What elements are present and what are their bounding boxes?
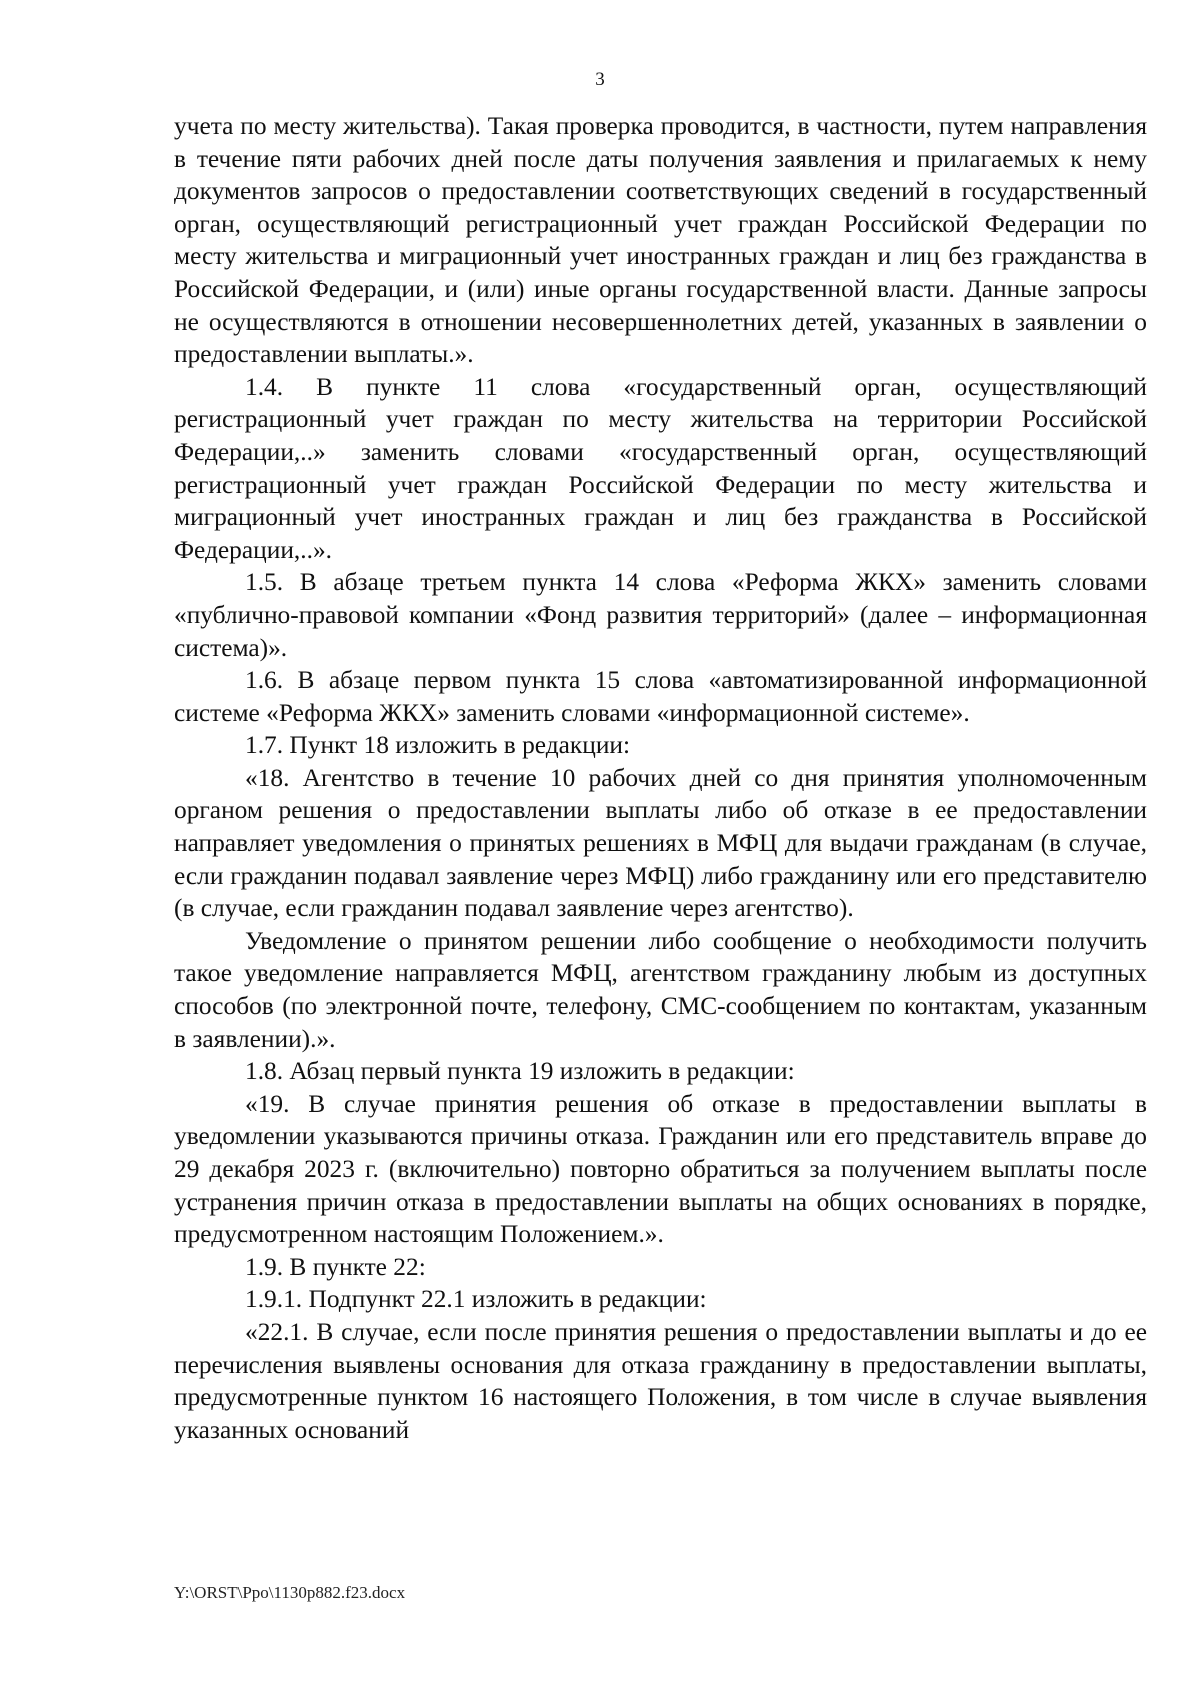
- footer-file-path: Y:\ORST\Ppo\1130p882.f23.docx: [174, 1583, 406, 1602]
- paragraph-1-9-1: 1.9.1. Подпункт 22.1 изложить в редакции:: [245, 1285, 707, 1314]
- paragraph-1-5: 1.5. В абзаце третьем пункта 14 слова «Реформа ЖКХ» заменить словами «публично-правовой компании «Фонд развития территорий» (далее – информационная система)».: [174, 568, 1147, 662]
- paragraph-continuation: учета по месту жительства). Такая проверка проводится, в частности, путем направления в течение пяти рабочих дней после даты получения заявления и прилагаемых к нему документов запросов о предоставлении соответствующих сведений в государственный орган, осуществляющий регистрационный учет граждан Российской Федерации по месту жительства и миграционный учет иностранных граждан и лиц без гражданства в Российской Федерации, и (или) иные органы государственной власти. Данные запросы не осуществляются в отношении несовершеннолетних детей, указанных в заявлении о предоставлении выплаты.».: [174, 112, 1147, 369]
- page-number: 3: [595, 69, 605, 90]
- paragraph-19: «19. В случае принятия решения об отказе в предоставлении выплаты в уведомлении указываются причины отказа. Гражданин или его представитель вправе до 29 декабря 2023 г. (включительно) повторно обратиться за получением выплаты после устранения причин отказа в предоставлении выплаты на общих основаниях в порядке, предусмотренном настоящим Положением.».: [174, 1089, 1147, 1249]
- paragraph-notification: Уведомление о принятом решении либо сообщение о необходимости получить такое уведомление направляется МФЦ, агентством гражданину любым из доступных способов (по электронной почте, телефону, СМС-сообщением по контактам, указанным в заявлении).».: [174, 926, 1147, 1053]
- paragraph-1-4: 1.4. В пункте 11 слова «государственный орган, осуществляющий регистрационный учет граждан по месту жительства на территории Российской Федерации,..» заменить словами «государственный орган, осуществляющий регистрационный учет граждан Российской Федерации по месту жительства и миграционный учет иностранных граждан и лиц без гражданства в Российской Федерации,..».: [174, 372, 1147, 564]
- paragraph-1-7: 1.7. Пункт 18 изложить в редакции:: [245, 731, 631, 760]
- document-body: [174, 110, 1147, 1446]
- paragraph-1-6: 1.6. В абзаце первом пункта 15 слова «автоматизированной информационной системе «Реформа ЖКХ» заменить словами «информационной системе».: [174, 666, 1147, 727]
- paragraph-22-1: «22.1. В случае, если после принятия решения о предоставлении выплаты и до ее перечисления выявлены основания для отказа гражданину в предоставлении выплаты, предусмотренные пунктом 16 настоящего Положения, в том числе в случае выявления указанных оснований: [174, 1317, 1147, 1444]
- paragraph-1-8: 1.8. Абзац первый пункта 19 изложить в редакции:: [245, 1057, 795, 1086]
- paragraph-18: «18. Агентство в течение 10 рабочих дней со дня принятия уполномоченным органом решения о предоставлении выплаты либо об отказе в ее предоставлении направляет уведомления о принятых решениях в МФЦ для выдачи гражданам (в случае, если гражданин подавал заявление через МФЦ) либо гражданину или его представителю (в случае, если гражданин подавал заявление через агентство).: [174, 763, 1147, 923]
- paragraph-1-9: 1.9. В пункте 22:: [245, 1252, 426, 1281]
